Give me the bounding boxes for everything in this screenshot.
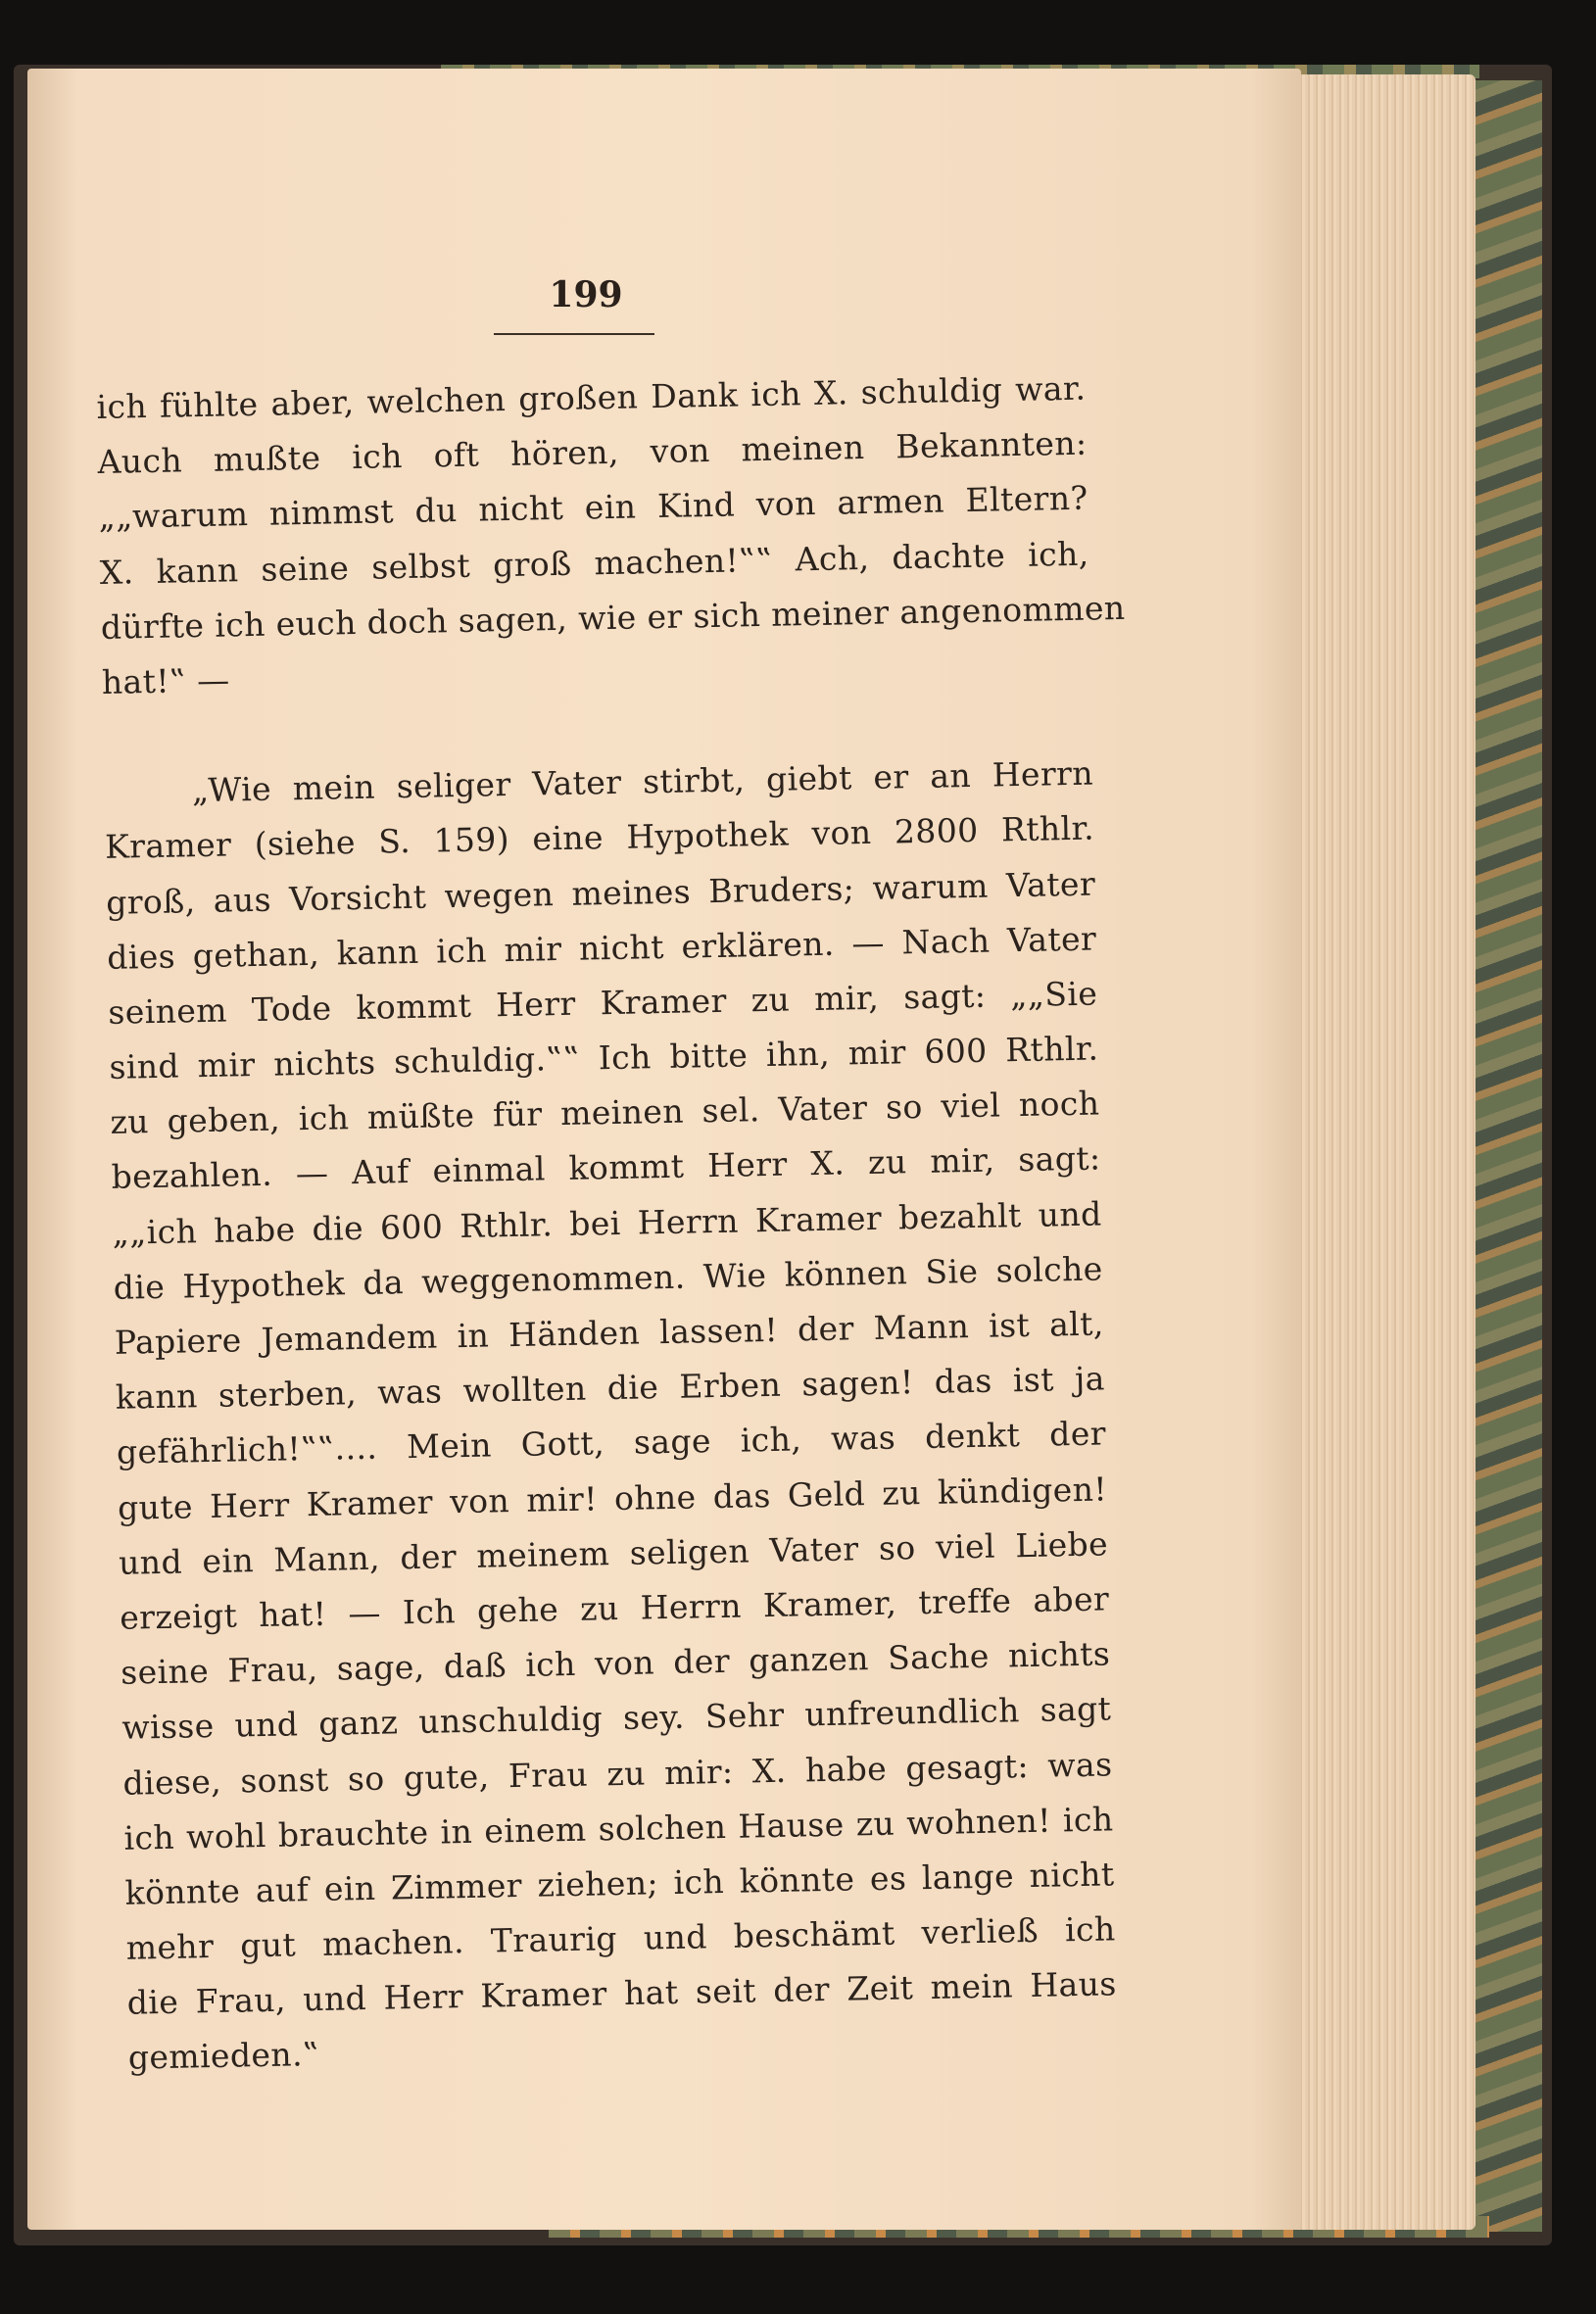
- text-line: Auch mußte ich oft hören, von meinen Bekannten:: [97, 423, 1088, 482]
- text-line: seinem Tode kommt Herr Kramer zu mir, sagt: „„Sie: [108, 974, 1098, 1032]
- text-line: gefährlich!‟‟.... Mein Gott, sage ich, was denkt der: [116, 1414, 1107, 1472]
- text-line: wisse und ganz unschuldig sey. Sehr unfreundlich sagt: [121, 1689, 1112, 1748]
- text-line: groß, aus Vorsicht wegen meines Bruders; warum Vater: [105, 864, 1096, 922]
- text-line: X. kann seine selbst groß machen!‟‟ Ach, dachte ich,: [99, 534, 1089, 592]
- text-line: dürfte ich euch doch sagen, wie er sich meiner angenommen: [100, 588, 1126, 647]
- text-line: „„ich habe die 600 Rthlr. bei Herrn Kramer bezahlt und: [112, 1194, 1102, 1252]
- book-page: [27, 69, 1301, 2230]
- text-line: „Wie mein seliger Vater stirbt, giebt er an Herrn: [191, 753, 1094, 810]
- text-line: die Frau, und Herr Kramer hat seit der Zeit mein Haus: [126, 1964, 1117, 2022]
- text-line: „„warum nimmst du nicht ein Kind von armen Eltern?: [98, 478, 1088, 537]
- text-line: bezahlen. — Auf einmal kommt Herr X. zu mir, sagt:: [111, 1138, 1101, 1197]
- text-line: hat!‟ —: [101, 660, 230, 701]
- page-number: 199: [549, 274, 623, 315]
- text-line: seine Frau, sage, daß ich von der ganzen Sache nichts: [120, 1634, 1111, 1692]
- text-line: könnte auf ein Zimmer ziehen; ich könnte es lange nicht: [124, 1855, 1115, 1912]
- header-rule: [494, 333, 654, 335]
- text-line: erzeigt hat! — Ich gehe zu Herrn Kramer, treffe aber: [119, 1579, 1110, 1637]
- text-line: sind mir nichts schuldig.‟‟ Ich bitte ihn, mir 600 Rthlr.: [109, 1029, 1099, 1086]
- text-line: gemieden.‟: [127, 2035, 320, 2078]
- text-line: und ein Mann, der meinem seligen Vater so viel Liebe: [118, 1524, 1109, 1582]
- page-edges: [1289, 74, 1475, 2230]
- text-line: ich fühlte aber, welchen großen Dank ich X. schuldig war.: [96, 368, 1087, 426]
- text-line: kann sterben, was wollten die Erben sagen! das ist ja: [115, 1359, 1106, 1417]
- text-line: die Hypothek da weggenommen. Wie können Sie solche: [113, 1249, 1103, 1307]
- text-line: zu geben, ich müßte für meinen sel. Vater so viel noch: [110, 1084, 1100, 1142]
- text-line: Kramer (siehe S. 159) eine Hypothek von 2800 Rthlr.: [104, 808, 1095, 867]
- text-line: mehr gut machen. Traurig und beschämt verließ ich: [125, 1909, 1116, 1967]
- text-line: dies gethan, kann ich mir nicht erklären. — Nach Vater: [106, 919, 1097, 977]
- text-line: ich wohl brauchte in einem solchen Hause zu wohnen! ich: [123, 1800, 1114, 1857]
- text-line: Papiere Jemandem in Händen lassen! der Mann ist alt,: [114, 1304, 1105, 1362]
- text-line: gute Herr Kramer von mir! ohne das Geld zu kündigen!: [117, 1469, 1108, 1527]
- page-body-text: [96, 362, 1126, 2087]
- text-line: diese, sonst so gute, Frau zu mir: X. habe gesagt: was: [122, 1744, 1113, 1803]
